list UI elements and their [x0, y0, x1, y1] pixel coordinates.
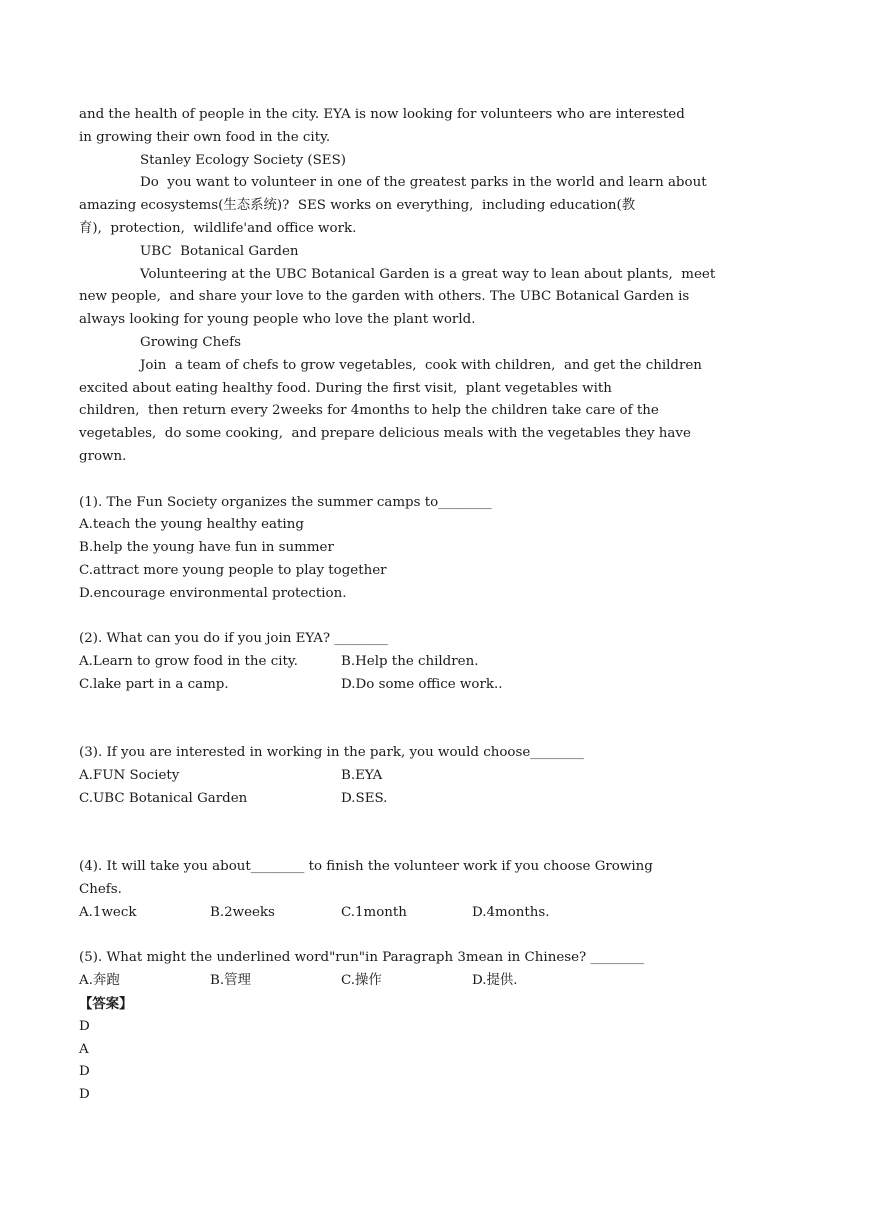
- passage-line: always looking for young people who love the plant world.: [79, 312, 476, 328]
- passage: [79, 104, 799, 469]
- section-title-ubc: UBC Botanical Garden: [140, 243, 299, 259]
- passage-line: vegetables, do some cooking, and prepare delicious meals with the vegetables they have: [79, 426, 691, 442]
- option-c: C.1month: [341, 904, 407, 920]
- option-a: A.奔跑: [79, 973, 120, 989]
- option-d: D.Do some office work..: [341, 676, 503, 692]
- question-stem: (2). What can you do if you join EYA? ________: [79, 631, 388, 647]
- option-d: D.SES.: [341, 790, 388, 806]
- passage-line: excited about eating healthy food. During the first visit, plant vegetables with: [79, 380, 612, 396]
- question-1: [79, 492, 799, 606]
- passage-line: grown.: [79, 448, 127, 464]
- answer-item: D: [79, 1018, 90, 1034]
- passage-line: children, then return every 2weeks for 4months to help the children take care of the: [79, 403, 659, 419]
- question-stem-continued: Chefs.: [79, 882, 122, 898]
- answer-heading: 【答案】: [79, 996, 133, 1013]
- question-2: [79, 628, 799, 696]
- passage-line: amazing ecosystems(生态系统)? SES works on everything, including education(教: [79, 198, 636, 214]
- worksheet-page: [79, 104, 799, 1107]
- answer-item: A: [79, 1041, 89, 1057]
- question-stem: (3). If you are interested in working in the park, you would choose________: [79, 745, 584, 761]
- option-c: C.操作: [341, 973, 382, 989]
- option-d: D.4months.: [472, 904, 550, 920]
- option-c: C.UBC Botanical Garden: [79, 790, 248, 806]
- question-stem: (1). The Fun Society organizes the summer camps to________: [79, 494, 492, 510]
- option-a: A.1weck: [79, 904, 137, 920]
- question-5: [79, 947, 799, 993]
- passage-line: 育), protection, wildlife'and office work.: [79, 220, 357, 236]
- option-b: B.2weeks: [210, 904, 275, 920]
- passage-line: Do you want to volunteer in one of the greatest parks in the world and learn about: [140, 175, 707, 191]
- option-b: B.help the young have fun in summer: [79, 540, 334, 556]
- passage-line: Volunteering at the UBC Botanical Garden is a great way to lean about plants, meet: [140, 266, 716, 282]
- option-c: C.lake part in a camp.: [79, 676, 229, 692]
- passage-line: new people, and share your love to the garden with others. The UBC Botanical Garden is: [79, 289, 690, 305]
- passage-line: and the health of people in the city. EYA is now looking for volunteers who are interested: [79, 107, 685, 122]
- option-b: B.管理: [210, 973, 251, 989]
- section-title-ses: Stanley Ecology Society (SES): [140, 152, 346, 168]
- answer-item: D: [79, 1064, 90, 1080]
- question-stem: (4). It will take you about________ to finish the volunteer work if you choose Growing: [79, 859, 653, 875]
- option-b: B.EYA: [341, 768, 383, 784]
- answer-item: D: [79, 1087, 90, 1103]
- option-a: A.teach the young healthy eating: [79, 517, 304, 533]
- option-a: A.FUN Society: [79, 768, 180, 784]
- option-a: A.Learn to grow food in the city.: [79, 654, 298, 670]
- question-stem: (5). What might the underlined word"run"in Paragraph 3mean in Chinese? ________: [79, 950, 645, 966]
- question-4: [79, 856, 799, 924]
- passage-line: Join a team of chefs to grow vegetables, cook with children, and get the children: [140, 357, 702, 373]
- option-b: B.Help the children.: [341, 654, 479, 670]
- option-d: D.encourage environmental protection.: [79, 585, 347, 601]
- answer-section: [79, 993, 799, 1107]
- section-title-growing-chefs: Growing Chefs: [140, 334, 241, 350]
- passage-line: in growing their own food in the city.: [79, 129, 331, 145]
- option-d: D.提供.: [472, 973, 518, 989]
- question-3: [79, 742, 799, 810]
- option-c: C.attract more young people to play together: [79, 562, 387, 578]
